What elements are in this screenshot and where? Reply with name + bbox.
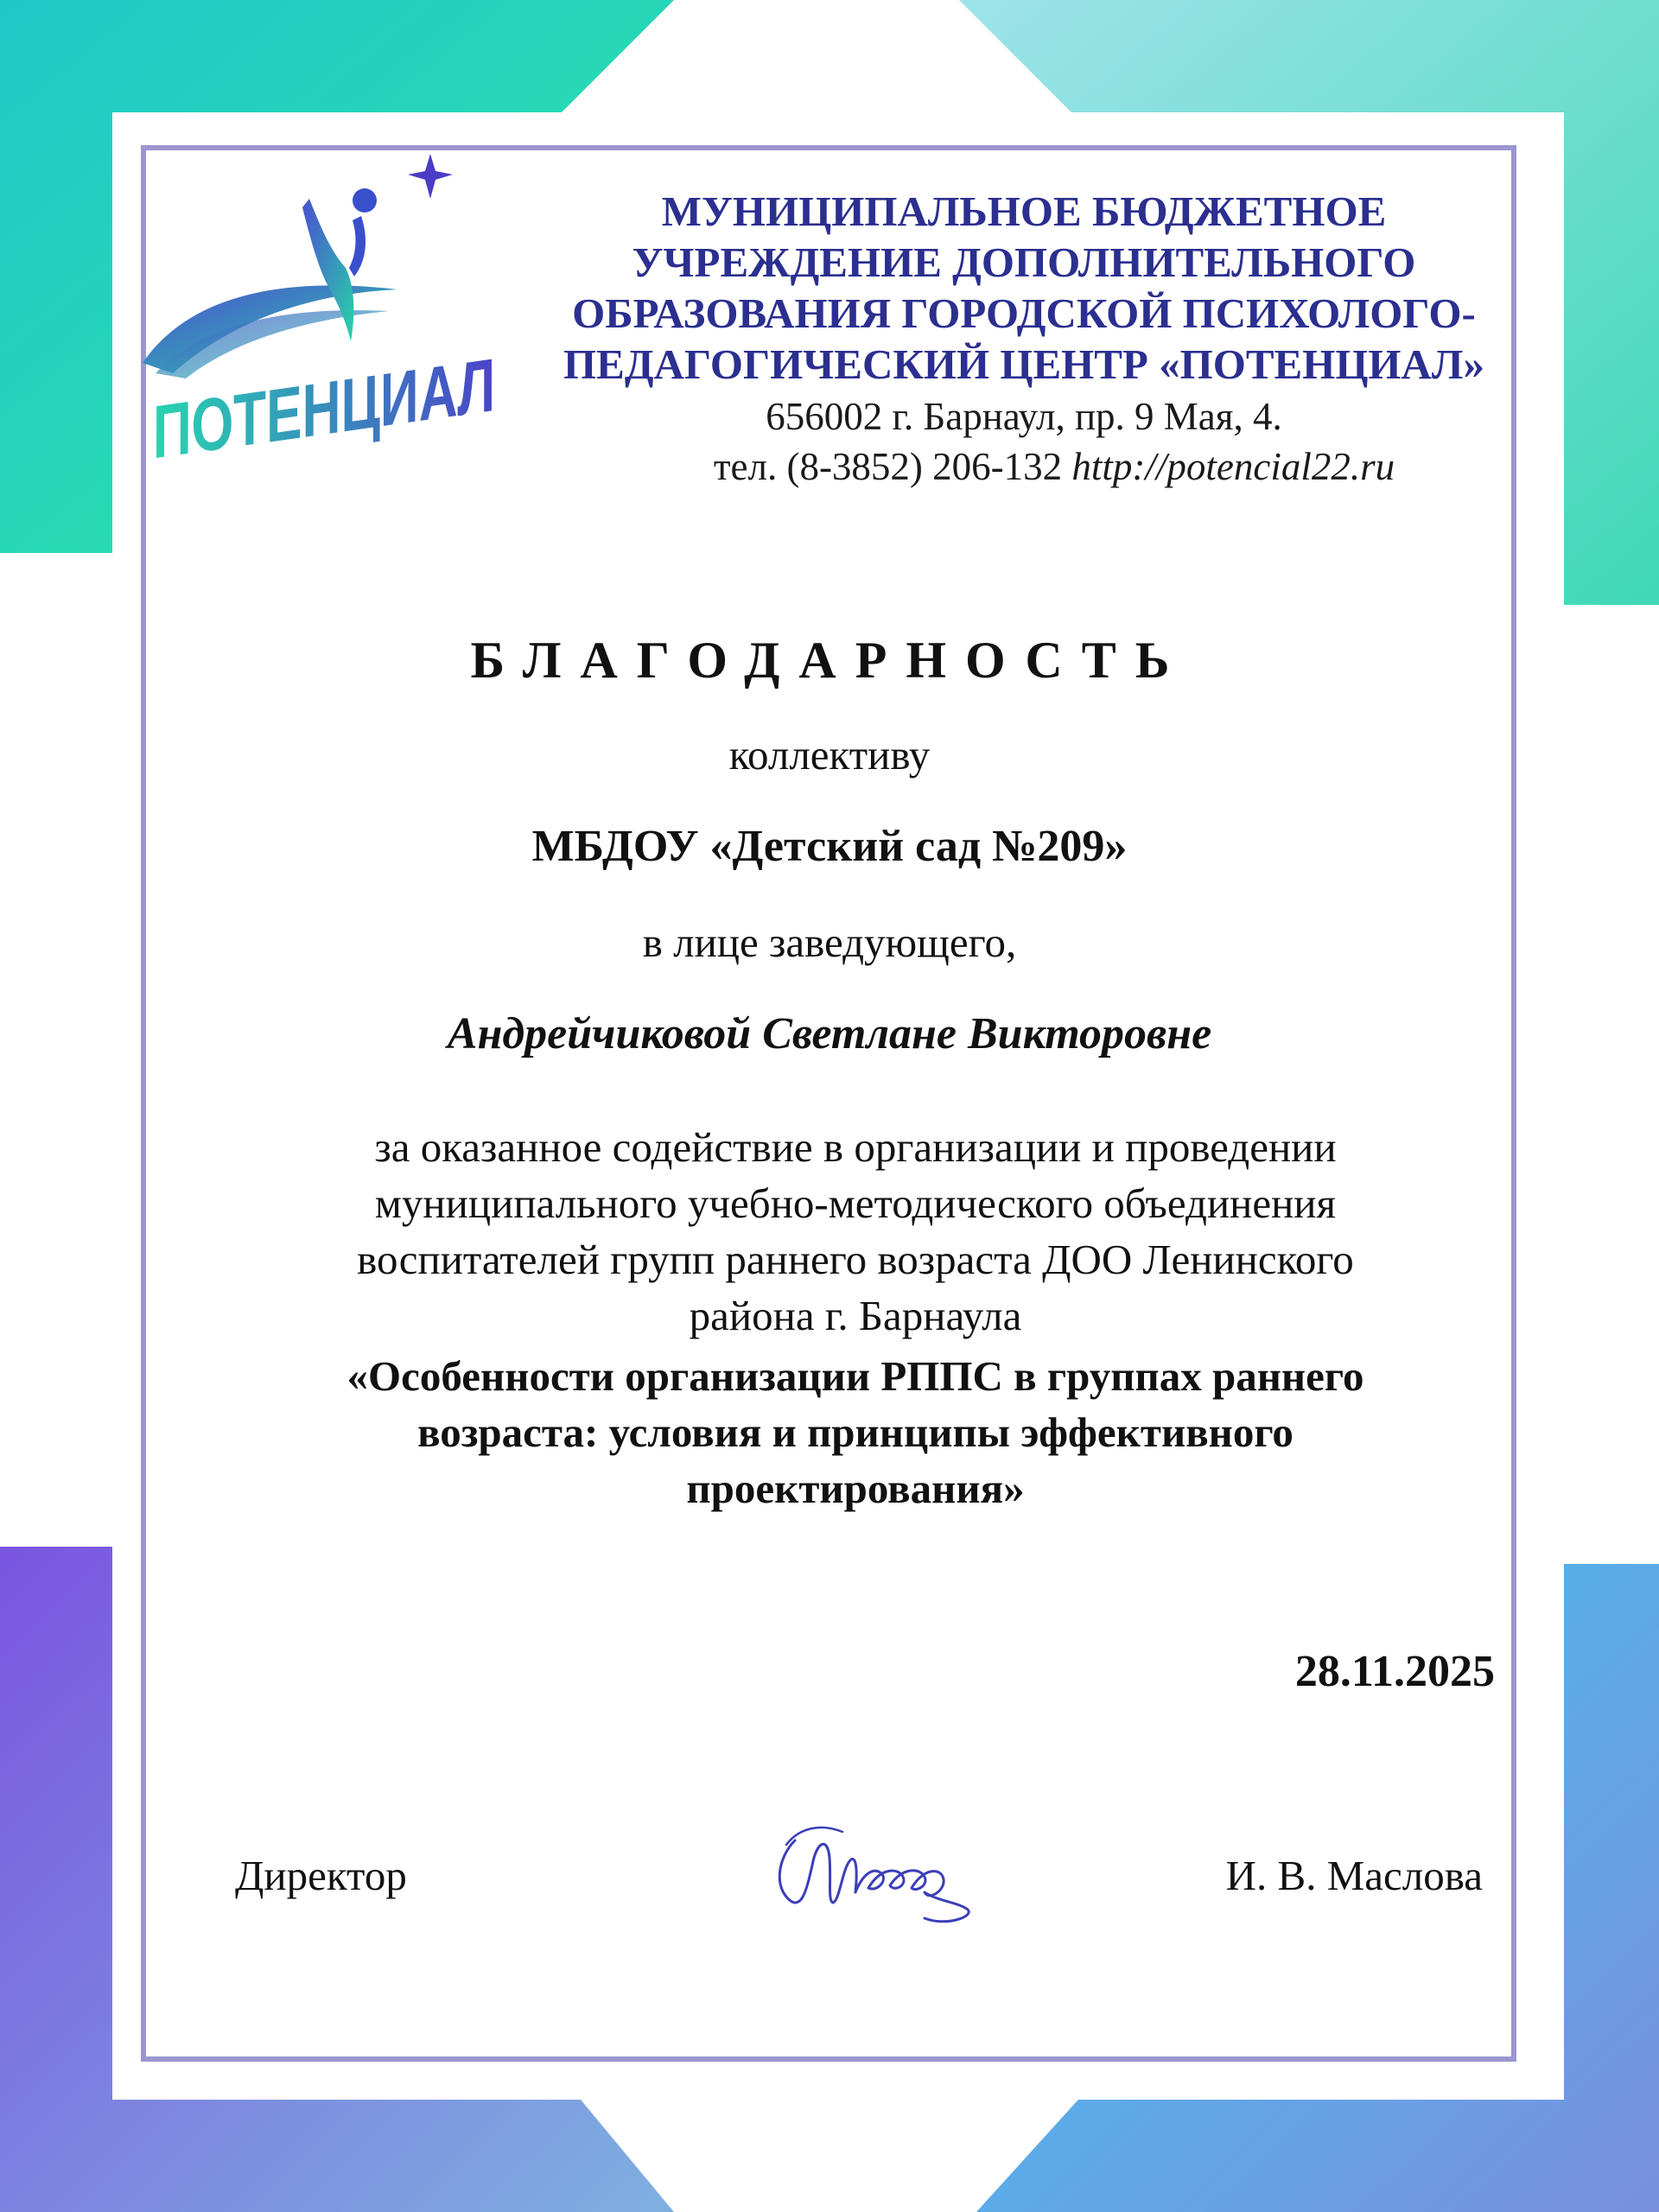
- organization-header: [527, 186, 1521, 492]
- recipient-organization: МБДОУ «Детский сад №209»: [531, 822, 1128, 871]
- org-name-line: ОБРАЗОВАНИЯ ГОРОДСКОЙ ПСИХОЛОГО-: [572, 289, 1476, 337]
- event-line: проектирования»: [686, 1465, 1025, 1512]
- recipient-intro: коллективу: [728, 731, 931, 779]
- org-name-line: ПЕДАГОГИЧЕСКИЙ ЦЕНТР «ПОТЕНЦИАЛ»: [563, 340, 1484, 388]
- reason-line: муниципального учебно-методического объединения: [374, 1179, 1337, 1227]
- reason-line: района г. Барнаула: [689, 1292, 1022, 1339]
- signer-name: И. В. Маслова: [1225, 1852, 1483, 1899]
- event-line: «Особенности организации РППС в группах раннего: [346, 1352, 1364, 1400]
- potencial-logo: [138, 147, 626, 484]
- event-title: [251, 1348, 1460, 1516]
- org-name-line: МУНИЦИПАЛЬНОЕ БЮДЖЕТНОЕ: [661, 188, 1387, 235]
- document-date: 28.11.2025: [1294, 1647, 1495, 1696]
- phone-number: тел. (8-3852) 206-132: [713, 445, 1063, 488]
- star-icon: [408, 154, 453, 199]
- organization-contacts: [527, 442, 1521, 492]
- org-name-line: УЧРЕЖДЕНИЕ ДОПОЛНИТЕЛЬНОГО: [632, 238, 1416, 286]
- website-link[interactable]: http://potencial22.ru: [1071, 445, 1395, 488]
- event-line: возраста: условия и принципы эффективного: [417, 1408, 1294, 1456]
- handwritten-signature: [760, 1806, 1020, 1936]
- organization-address: 656002 г. Барнаул, пр. 9 Мая, 4.: [766, 395, 1282, 438]
- on-behalf-text: в лице заведующего,: [642, 918, 1017, 966]
- recipient-person: Андрейчиковой Светлане Викторовне: [447, 1009, 1212, 1058]
- reason-line: за оказанное содействие в организации и проведении: [374, 1123, 1337, 1171]
- logo-text: ПОТЕНЦИАЛ: [146, 326, 626, 474]
- gratitude-reason: [259, 1119, 1452, 1344]
- reason-line: воспитателей групп раннего возраста ДОО Ленинского: [357, 1236, 1354, 1283]
- organization-name: [527, 186, 1521, 390]
- document-title: БЛАГОДАРНОСТЬ: [470, 632, 1189, 689]
- signer-position: Директор: [235, 1852, 407, 1899]
